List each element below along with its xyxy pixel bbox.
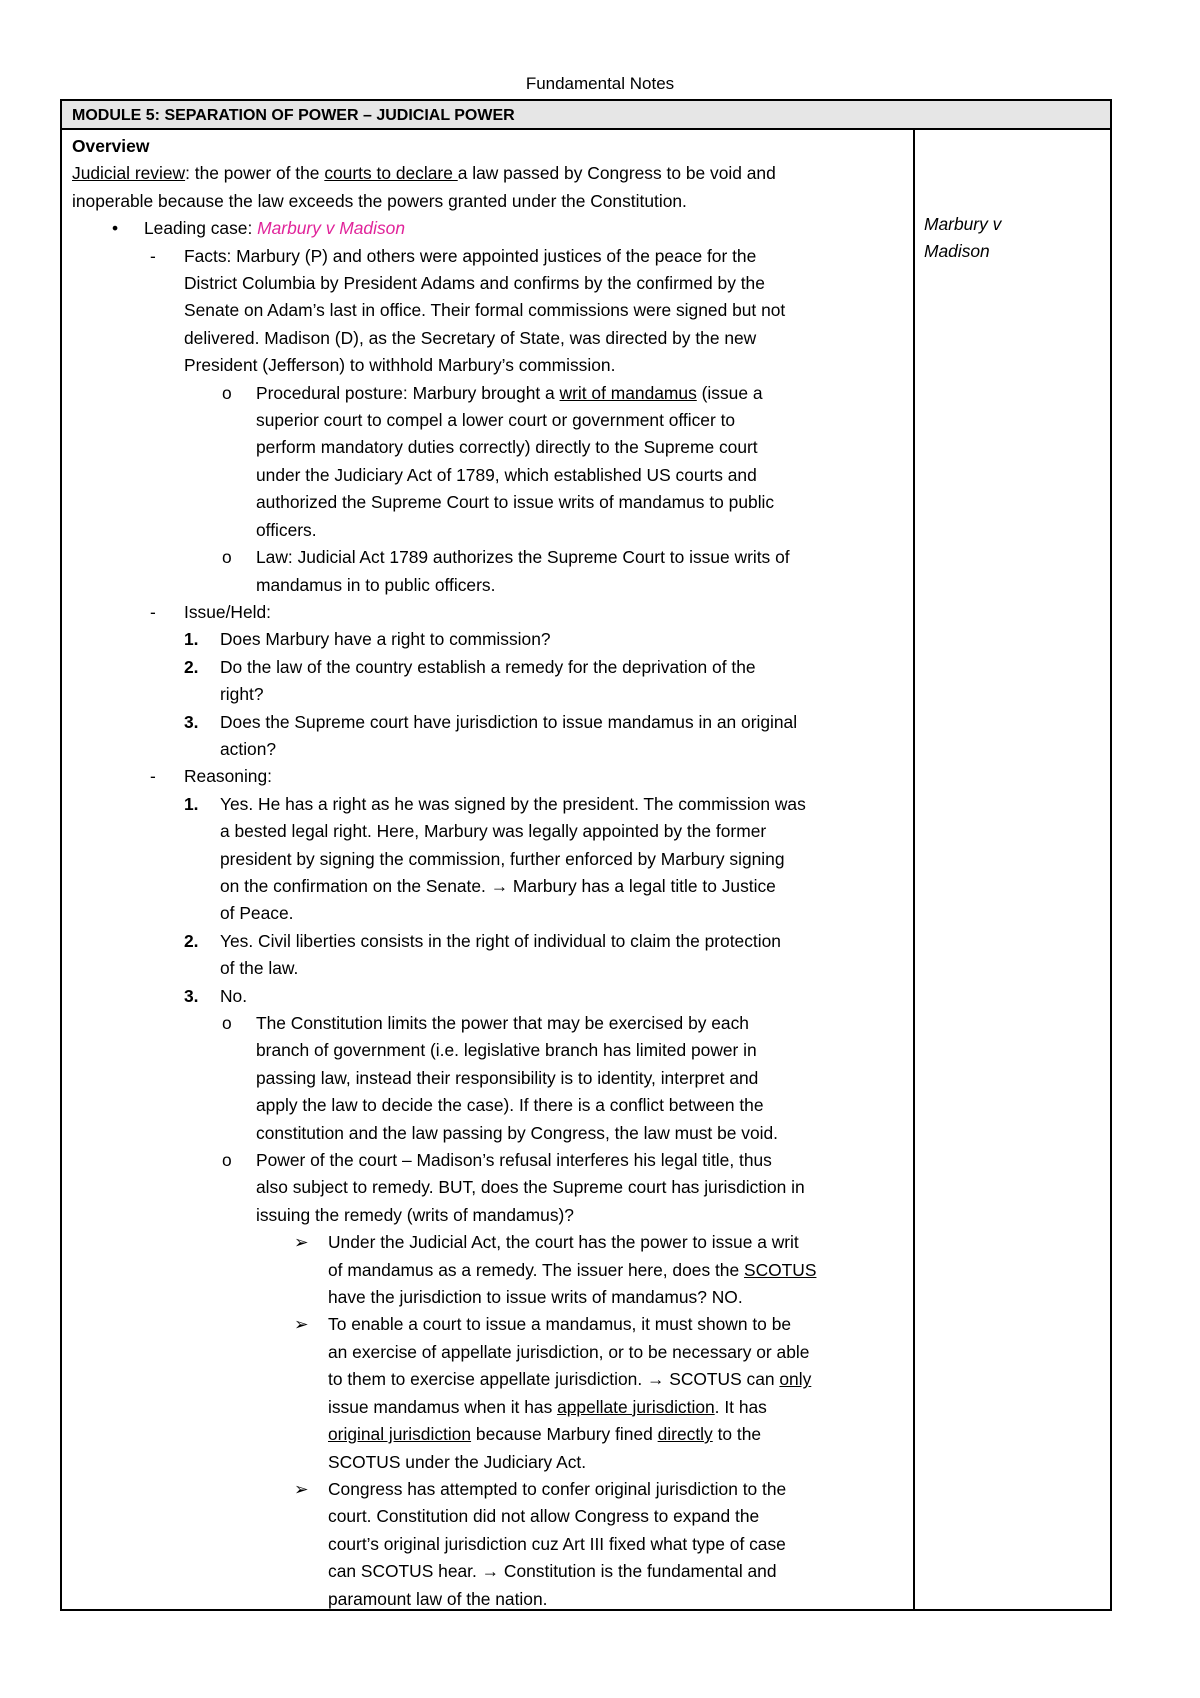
note-line <box>72 983 910 1010</box>
note-line <box>72 626 910 653</box>
note-line <box>72 325 910 352</box>
note-line <box>72 736 910 763</box>
column-divider <box>913 130 915 1609</box>
note-line <box>72 133 910 160</box>
note-line <box>72 1257 910 1284</box>
note-line <box>72 763 910 790</box>
dash-marker: - <box>150 245 156 266</box>
note-text: Senate on Adam’s last in office. Their formal commissions were signed but not <box>184 300 786 321</box>
note-line <box>72 846 910 873</box>
side-note-line: Marbury v <box>924 214 1002 234</box>
note-text: Power of the court – Madison’s refusal interferes his legal title, thus <box>256 1150 772 1171</box>
note-line <box>72 873 910 900</box>
note-text: passing law, instead their responsibility is to identity, interpret and <box>256 1067 759 1088</box>
note-text: Judicial review <box>72 163 186 184</box>
dash-marker: - <box>150 601 156 622</box>
note-text: Yes. He has a right as he was signed by the president. The commission was <box>220 793 806 814</box>
note-line <box>72 955 910 982</box>
note-text: superior court to compel a lower court or government officer to <box>256 410 736 431</box>
main-notes-column <box>72 133 910 1613</box>
number-marker: 2. <box>184 930 199 951</box>
note-line <box>72 243 910 270</box>
note-text: an exercise of appellate jurisdiction, or to be necessary or able <box>328 1341 810 1362</box>
note-text: also subject to remedy. BUT, does the Supreme court has jurisdiction in <box>256 1177 805 1198</box>
note-text: President (Jefferson) to withhold Marbury’s commission. <box>184 355 616 376</box>
note-line <box>72 1229 910 1256</box>
note-text: court. Constitution did not allow Congress to expand the <box>328 1506 760 1527</box>
note-text: because Marbury fined <box>471 1424 658 1445</box>
note-text: branch of government (i.e. legislative branch has limited power in <box>256 1040 757 1061</box>
side-note-line: Madison <box>924 241 990 262</box>
note-text: mandamus in to public officers. <box>256 574 496 595</box>
number-marker: 1. <box>184 793 199 814</box>
note-line <box>72 599 910 626</box>
note-text: writ of mandamus <box>559 382 697 403</box>
arrow-bullet-icon: ➢ <box>294 1232 309 1253</box>
note-text: president by signing the commission, further enforced by Marbury signing <box>220 848 785 869</box>
dash-marker: - <box>150 766 156 787</box>
arrow-bullet-icon: ➢ <box>294 1478 309 1499</box>
note-line <box>72 1174 910 1201</box>
note-text: only <box>779 1369 812 1390</box>
note-line <box>72 215 910 242</box>
note-line <box>72 1147 910 1174</box>
note-text: SCOTUS <box>743 1259 817 1280</box>
note-line <box>72 1339 910 1366</box>
note-line <box>72 1558 910 1585</box>
notes-table <box>60 99 1112 1611</box>
note-text: The Constitution limits the power that may be exercised by each <box>256 1013 749 1033</box>
note-line <box>72 297 910 324</box>
note-line <box>72 1202 910 1229</box>
note-line <box>72 380 910 407</box>
note-text: of the law. <box>220 958 299 979</box>
note-line <box>72 928 910 955</box>
note-text: on the confirmation on the Senate. → Marbury has a legal title to Justice <box>220 875 776 896</box>
note-line <box>72 270 910 297</box>
note-line <box>72 188 910 215</box>
note-line <box>72 791 910 818</box>
module-header: MODULE 5: SEPARATION OF POWER – JUDICIAL POWER <box>62 101 1110 130</box>
note-line <box>72 1476 910 1503</box>
note-line <box>72 1120 910 1147</box>
note-text: District Columbia by President Adams and confirms by the confirmed by the <box>184 273 765 294</box>
note-text: (issue a <box>696 382 763 403</box>
note-text: a law passed by Congress to be void and <box>457 163 776 184</box>
note-line <box>72 1449 910 1476</box>
arrow-bullet-icon: ➢ <box>294 1314 309 1335</box>
note-text: issue mandamus when it has <box>328 1396 558 1417</box>
note-text: perform mandatory duties correctly) directly to the Supreme court <box>256 437 758 458</box>
note-text: paramount law of the nation. <box>328 1588 548 1609</box>
note-line <box>72 900 910 927</box>
note-line <box>72 160 910 187</box>
note-text: Reasoning: <box>184 766 272 787</box>
note-text: Law: Judicial Act 1789 authorizes the Supreme Court to issue writs of <box>256 547 790 568</box>
note-text: delivered. Madison (D), as the Secretary of State, was directed by the new <box>184 327 757 348</box>
note-text: apply the law to decide the case). If there is a conflict between the <box>256 1095 764 1116</box>
note-line <box>72 681 910 708</box>
circle-bullet-marker: o <box>222 1013 232 1033</box>
note-text: Under the Judicial Act, the court has the power to issue a writ <box>328 1232 799 1253</box>
note-text: Does Marbury have a right to commission? <box>220 629 551 650</box>
note-text: constitution and the law passing by Congress, the law must be void. <box>256 1122 779 1143</box>
number-marker: 3. <box>184 985 199 1006</box>
note-line <box>72 1421 910 1448</box>
note-text: to them to exercise appellate jurisdiction. → SCOTUS can <box>328 1369 780 1390</box>
note-line <box>72 517 910 544</box>
note-text: can SCOTUS hear. → Constitution is the fundamental and <box>328 1561 777 1582</box>
note-text: officers. <box>256 519 317 540</box>
note-text: Does the Supreme court have jurisdiction to issue mandamus in an original <box>220 711 798 732</box>
side-note-column <box>924 211 1104 266</box>
note-text: issuing the remedy (writs of mandamus)? <box>256 1204 574 1225</box>
note-line <box>72 1311 910 1338</box>
note-line <box>72 434 910 461</box>
note-text: of Peace. <box>220 903 294 924</box>
number-marker: 3. <box>184 711 199 732</box>
note-line <box>72 709 910 736</box>
note-text: courts to declare <box>324 163 458 184</box>
note-text: Procedural posture: Marbury brought a <box>256 382 560 403</box>
circle-bullet-marker: o <box>222 1150 232 1171</box>
note-line <box>72 572 910 599</box>
circle-bullet-marker: o <box>222 547 232 568</box>
note-text: a bested legal right. Here, Marbury was legally appointed by the former <box>220 821 767 842</box>
note-text: No. <box>220 985 248 1006</box>
note-text: Congress has attempted to confer original jurisdiction to the <box>328 1478 787 1499</box>
note-line <box>72 1586 910 1613</box>
bullet-marker: • <box>112 218 119 239</box>
note-line <box>72 1065 910 1092</box>
circle-bullet-marker: o <box>222 382 232 403</box>
note-line <box>72 1010 910 1037</box>
note-line <box>72 654 910 681</box>
note-text: To enable a court to issue a mandamus, it must shown to be <box>328 1314 792 1335</box>
note-text: right? <box>220 684 264 705</box>
note-text: directly <box>657 1424 713 1445</box>
note-text: Issue/Held: <box>184 601 271 622</box>
note-line <box>72 1092 910 1119</box>
note-text: Overview <box>72 136 150 156</box>
note-line <box>72 818 910 845</box>
note-line <box>72 1503 910 1530</box>
page-title: Fundamental Notes <box>525 74 675 93</box>
note-text: Do the law of the country establish a remedy for the deprivation of the <box>220 656 756 677</box>
note-line <box>72 489 910 516</box>
note-text: appellate jurisdiction <box>557 1396 715 1417</box>
note-text: have the jurisdiction to issue writs of mandamus? NO. <box>328 1287 743 1308</box>
note-line <box>72 1284 910 1311</box>
note-text: original jurisdiction <box>328 1424 472 1445</box>
note-text: of mandamus as a remedy. The issuer here, does the <box>328 1259 744 1280</box>
note-text: Facts: Marbury (P) and others were appointed justices of the peace for the <box>184 245 757 266</box>
note-text: action? <box>220 738 277 759</box>
note-text: court’s original jurisdiction cuz Art III fixed what type of case <box>328 1533 786 1554</box>
note-text: Leading case: <box>144 218 258 239</box>
number-marker: 2. <box>184 656 199 677</box>
note-line <box>72 1037 910 1064</box>
note-text: under the Judiciary Act of 1789, which established US courts and <box>256 464 757 485</box>
note-text: : the power of the <box>185 163 325 184</box>
note-line <box>72 1366 910 1393</box>
note-line <box>72 1394 910 1421</box>
note-text: to the <box>712 1424 762 1445</box>
number-marker: 1. <box>184 629 199 650</box>
note-text: . It has <box>714 1396 767 1417</box>
note-line <box>72 544 910 571</box>
note-text: authorized the Supreme Court to issue writs of mandamus to public <box>256 492 775 513</box>
note-text: Yes. Civil liberties consists in the right of individual to claim the protection <box>220 930 781 951</box>
note-text: SCOTUS under the Judiciary Act. <box>328 1451 587 1472</box>
note-line <box>72 462 910 489</box>
case-name: Marbury v Madison <box>257 218 405 239</box>
note-line <box>72 407 910 434</box>
note-line <box>72 352 910 379</box>
note-text: inoperable because the law exceeds the powers granted under the Constitution. <box>72 190 687 211</box>
note-line <box>72 1531 910 1558</box>
